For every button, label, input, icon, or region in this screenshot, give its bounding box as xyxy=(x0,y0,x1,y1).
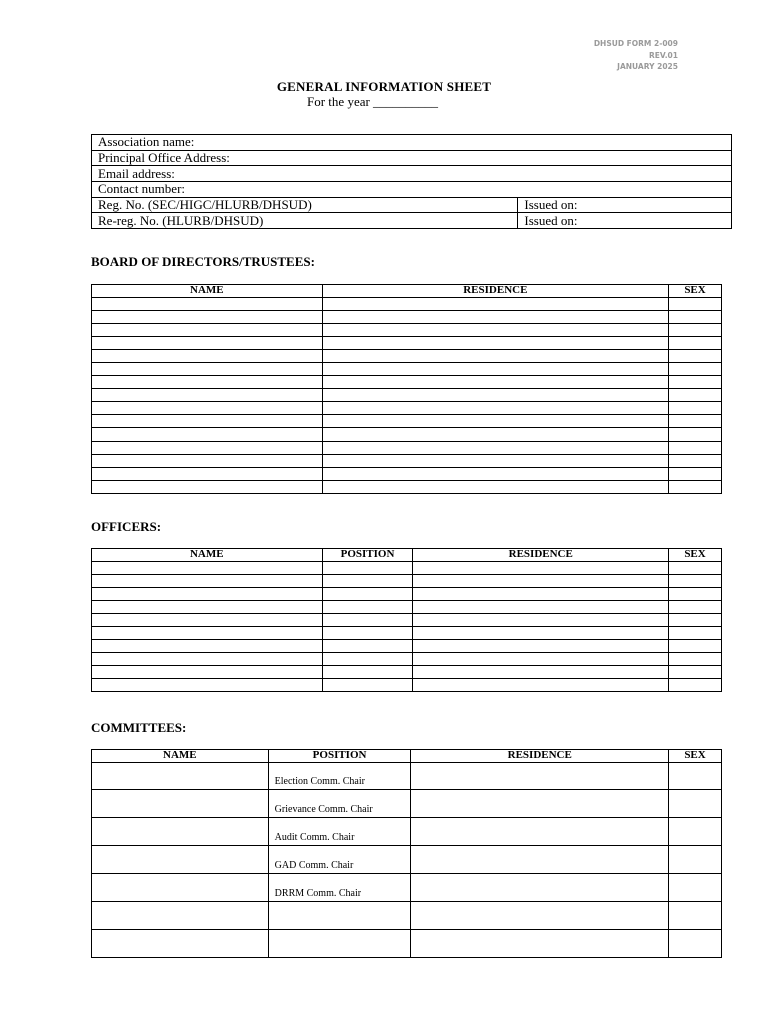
residence-cell[interactable] xyxy=(322,480,668,493)
sex-cell[interactable] xyxy=(669,349,722,362)
residence-cell[interactable] xyxy=(322,402,668,415)
contact-number-field[interactable]: Contact number: xyxy=(92,182,732,198)
name-cell[interactable] xyxy=(92,626,323,639)
sex-cell[interactable] xyxy=(669,441,722,454)
name-cell[interactable] xyxy=(92,336,323,349)
name-cell[interactable] xyxy=(92,929,269,957)
residence-cell[interactable] xyxy=(411,901,669,929)
position-cell[interactable] xyxy=(322,626,413,639)
table-row xyxy=(92,441,722,454)
sex-cell[interactable] xyxy=(669,376,722,389)
residence-cell[interactable] xyxy=(413,587,669,600)
column-header-name: NAME xyxy=(92,285,323,298)
rereg-no-field[interactable]: Re-reg. No. (HLURB/DHSUD) xyxy=(92,213,518,229)
column-header-position: POSITION xyxy=(268,750,411,763)
sex-cell[interactable] xyxy=(669,297,722,310)
sex-cell[interactable] xyxy=(669,640,722,653)
reg-issued-field[interactable]: Issued on: xyxy=(518,197,732,213)
position-cell[interactable] xyxy=(322,600,413,613)
position-cell[interactable]: DRRM Comm. Chair xyxy=(268,874,411,902)
column-header-residence: RESIDENCE xyxy=(413,549,669,562)
association-info-table xyxy=(91,134,732,229)
table-row xyxy=(92,600,722,613)
table-row xyxy=(92,376,722,389)
name-cell[interactable] xyxy=(92,362,323,375)
sex-cell[interactable] xyxy=(669,874,722,902)
sex-cell[interactable] xyxy=(669,613,722,626)
table-row xyxy=(92,626,722,639)
name-cell[interactable] xyxy=(92,441,323,454)
position-cell[interactable] xyxy=(268,901,411,929)
residence-cell[interactable] xyxy=(411,874,669,902)
residence-cell[interactable] xyxy=(411,818,669,846)
name-cell[interactable] xyxy=(92,323,323,336)
table-row xyxy=(92,297,722,310)
name-cell[interactable] xyxy=(92,666,323,679)
column-header-sex: SEX xyxy=(669,285,722,298)
position-cell[interactable] xyxy=(322,561,413,574)
residence-cell[interactable] xyxy=(413,666,669,679)
name-cell[interactable] xyxy=(92,901,269,929)
name-cell[interactable] xyxy=(92,600,323,613)
name-cell[interactable] xyxy=(92,480,323,493)
sex-cell[interactable] xyxy=(669,480,722,493)
sex-cell[interactable] xyxy=(669,818,722,846)
column-header-name: NAME xyxy=(92,549,323,562)
residence-cell[interactable] xyxy=(322,362,668,375)
name-cell[interactable] xyxy=(92,376,323,389)
table-row xyxy=(92,653,722,666)
table-row xyxy=(92,323,722,336)
name-cell[interactable] xyxy=(92,790,269,818)
table-row xyxy=(92,310,722,323)
officers-heading: OFFICERS: xyxy=(91,519,162,534)
table-row xyxy=(92,901,722,929)
table-row xyxy=(92,679,722,692)
residence-cell[interactable] xyxy=(413,653,669,666)
table-row xyxy=(92,574,722,587)
position-cell[interactable]: Grievance Comm. Chair xyxy=(268,790,411,818)
column-header-residence: RESIDENCE xyxy=(322,285,668,298)
name-cell[interactable] xyxy=(92,349,323,362)
sex-cell[interactable] xyxy=(669,428,722,441)
table-row xyxy=(92,467,722,480)
sex-cell[interactable] xyxy=(669,561,722,574)
sex-cell[interactable] xyxy=(669,679,722,692)
column-header-position: POSITION xyxy=(322,549,413,562)
table-row xyxy=(92,929,722,957)
sex-cell[interactable] xyxy=(669,454,722,467)
table-row xyxy=(92,640,722,653)
residence-cell[interactable] xyxy=(322,297,668,310)
residence-cell[interactable] xyxy=(411,846,669,874)
residence-cell[interactable] xyxy=(413,574,669,587)
sex-cell[interactable] xyxy=(669,362,722,375)
position-cell[interactable] xyxy=(268,929,411,957)
residence-cell[interactable] xyxy=(413,561,669,574)
table-row xyxy=(92,762,722,790)
name-cell[interactable] xyxy=(92,653,323,666)
position-cell[interactable]: Election Comm. Chair xyxy=(268,762,411,790)
sex-cell[interactable] xyxy=(669,600,722,613)
sex-cell[interactable] xyxy=(669,402,722,415)
sex-cell[interactable] xyxy=(669,415,722,428)
form-number: DHSUD FORM 2-009 xyxy=(593,39,678,48)
sex-cell[interactable] xyxy=(669,323,722,336)
sex-cell[interactable] xyxy=(669,653,722,666)
name-cell[interactable] xyxy=(92,679,323,692)
table-row xyxy=(92,874,722,902)
residence-cell[interactable] xyxy=(322,454,668,467)
page-title: GENERAL INFORMATION SHEET xyxy=(276,79,492,94)
sex-cell[interactable] xyxy=(669,666,722,679)
association-name-field[interactable]: Association name: xyxy=(92,135,732,151)
table-row xyxy=(92,428,722,441)
position-cell[interactable] xyxy=(322,653,413,666)
sex-cell[interactable] xyxy=(669,574,722,587)
name-cell[interactable] xyxy=(92,402,323,415)
sex-cell[interactable] xyxy=(669,846,722,874)
sex-cell[interactable] xyxy=(669,626,722,639)
column-header-residence: RESIDENCE xyxy=(411,750,669,763)
table-row xyxy=(92,349,722,362)
residence-cell[interactable] xyxy=(413,679,669,692)
officers-table xyxy=(91,548,722,692)
name-cell[interactable] xyxy=(92,428,323,441)
table-row xyxy=(92,561,722,574)
residence-cell[interactable] xyxy=(322,310,668,323)
year-line[interactable]: For the year __________ xyxy=(307,94,439,109)
principal-office-field[interactable]: Principal Office Address: xyxy=(92,150,732,166)
committees-heading: COMMITTEES: xyxy=(91,720,187,735)
board-table xyxy=(91,284,722,494)
residence-cell[interactable] xyxy=(413,640,669,653)
sex-cell[interactable] xyxy=(669,901,722,929)
name-cell[interactable] xyxy=(92,818,269,846)
position-cell[interactable] xyxy=(322,666,413,679)
board-heading: BOARD OF DIRECTORS/TRUSTEES: xyxy=(91,254,315,269)
table-row xyxy=(92,402,722,415)
residence-cell[interactable] xyxy=(322,336,668,349)
position-cell[interactable] xyxy=(322,640,413,653)
position-cell[interactable] xyxy=(322,679,413,692)
form-code xyxy=(594,38,678,73)
sex-cell[interactable] xyxy=(669,587,722,600)
sex-cell[interactable] xyxy=(669,467,722,480)
name-cell[interactable] xyxy=(92,874,269,902)
sex-cell[interactable] xyxy=(669,389,722,402)
column-header-name: NAME xyxy=(92,750,269,763)
column-header-sex: SEX xyxy=(669,750,722,763)
table-row xyxy=(92,587,722,600)
table-row xyxy=(92,454,722,467)
residence-cell[interactable] xyxy=(322,467,668,480)
residence-cell[interactable] xyxy=(413,600,669,613)
name-cell[interactable] xyxy=(92,467,323,480)
sex-cell[interactable] xyxy=(669,790,722,818)
name-cell[interactable] xyxy=(92,389,323,402)
residence-cell[interactable] xyxy=(322,349,668,362)
table-row xyxy=(92,666,722,679)
residence-cell[interactable] xyxy=(411,762,669,790)
name-cell[interactable] xyxy=(92,587,323,600)
committees-table xyxy=(91,749,722,958)
reg-no-field[interactable]: Reg. No. (SEC/HIGC/HLURB/DHSUD) xyxy=(92,197,518,213)
residence-cell[interactable] xyxy=(322,428,668,441)
residence-cell[interactable] xyxy=(413,626,669,639)
table-row xyxy=(92,846,722,874)
table-row xyxy=(92,790,722,818)
sex-cell[interactable] xyxy=(669,762,722,790)
name-cell[interactable] xyxy=(92,415,323,428)
sex-cell[interactable] xyxy=(669,929,722,957)
table-row xyxy=(92,336,722,349)
form-date: JANUARY 2025 xyxy=(617,62,678,71)
table-row xyxy=(92,362,722,375)
column-header-sex: SEX xyxy=(669,549,722,562)
residence-cell[interactable] xyxy=(413,613,669,626)
residence-cell[interactable] xyxy=(322,389,668,402)
form-revision: REV.01 xyxy=(648,50,678,60)
residence-cell[interactable] xyxy=(411,929,669,957)
table-row xyxy=(92,389,722,402)
table-row xyxy=(92,415,722,428)
position-cell[interactable] xyxy=(322,587,413,600)
table-row xyxy=(92,818,722,846)
name-cell[interactable] xyxy=(92,297,323,310)
residence-cell[interactable] xyxy=(322,376,668,389)
name-cell[interactable] xyxy=(92,613,323,626)
residence-cell[interactable] xyxy=(411,790,669,818)
name-cell[interactable] xyxy=(92,310,323,323)
residence-cell[interactable] xyxy=(322,323,668,336)
sex-cell[interactable] xyxy=(669,310,722,323)
name-cell[interactable] xyxy=(92,574,323,587)
name-cell[interactable] xyxy=(92,561,323,574)
position-cell[interactable]: Audit Comm. Chair xyxy=(268,818,411,846)
sex-cell[interactable] xyxy=(669,336,722,349)
name-cell[interactable] xyxy=(92,762,269,790)
name-cell[interactable] xyxy=(92,846,269,874)
position-cell[interactable] xyxy=(322,574,413,587)
table-row xyxy=(92,613,722,626)
position-cell[interactable] xyxy=(322,613,413,626)
residence-cell[interactable] xyxy=(322,441,668,454)
rereg-issued-field[interactable]: Issued on: xyxy=(518,213,732,229)
residence-cell[interactable] xyxy=(322,415,668,428)
table-row xyxy=(92,480,722,493)
position-cell[interactable]: GAD Comm. Chair xyxy=(268,846,411,874)
email-field[interactable]: Email address: xyxy=(92,166,732,182)
name-cell[interactable] xyxy=(92,454,323,467)
name-cell[interactable] xyxy=(92,640,323,653)
